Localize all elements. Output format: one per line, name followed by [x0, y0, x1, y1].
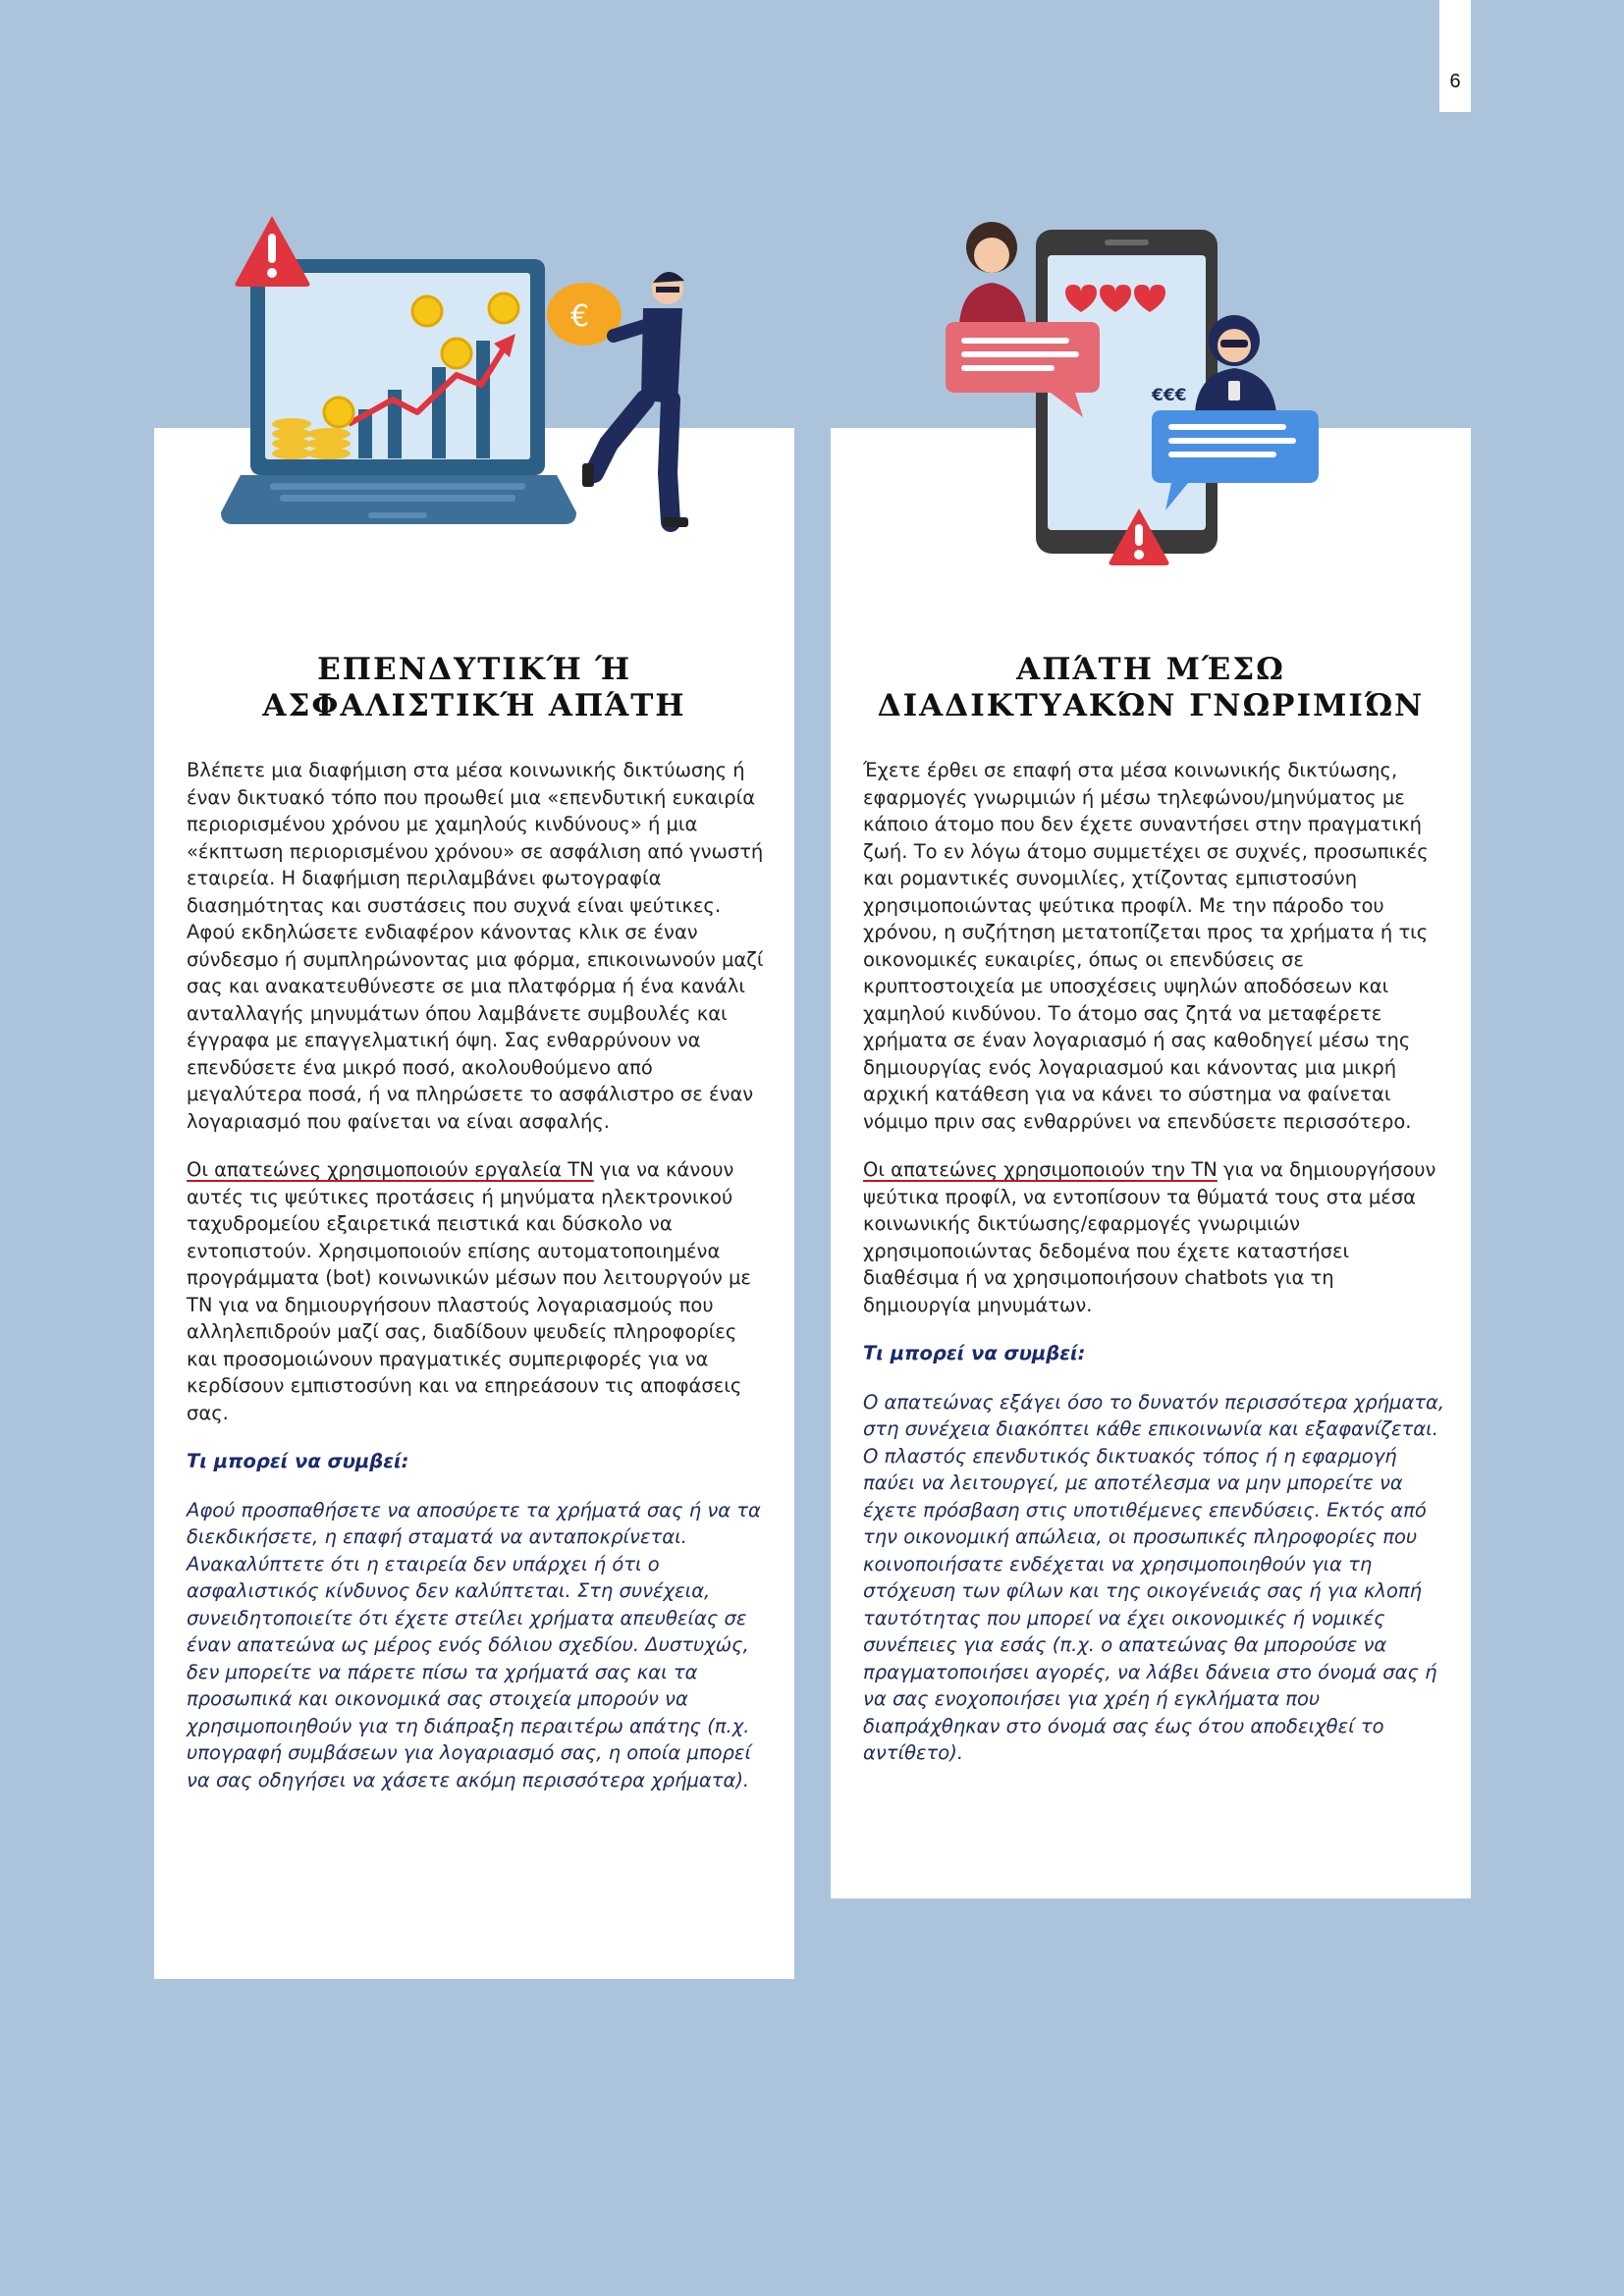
page-number: 6 — [1449, 71, 1461, 92]
coin-icon — [489, 294, 518, 323]
page-number-tab — [1439, 0, 1471, 112]
ai-tools-text: για να κάνουν αυτές τις ψεύτικες προτάσεις ή μηνύματα ηλεκτρονικού ταχυδρομείου εξαιρετικά πειστικά και δύσκολο να εντοπιστούν. Χρησιμοποιούν επίσης αυτοματοποιημένα προγράμματα (bot) κοινωνικών μέσων που λειτουργούν με ΤΝ για να δημιουργήσουν πλαστούς λογαριασμούς που αλληλεπιδρούν μαζί σας, διαδίδουν ψευδείς πληροφορίες και προσομοιώνουν πραγματικές συμπεριφορές για να κερδίσουν εμπιστοσύνη και να επηρεάσουν τις αποφάσεις σας. — [187, 1158, 751, 1424]
chart-bar — [476, 341, 490, 458]
investment-fraud-ai-paragraph — [187, 1156, 769, 1426]
svg-text:€: € — [570, 299, 590, 334]
investment-fraud-illustration — [221, 198, 702, 537]
coin-icon — [412, 296, 442, 326]
coin-icon — [324, 398, 353, 427]
romance-fraud-ai-paragraph — [863, 1156, 1445, 1318]
ai-tools-highlight: Οι απατεώνες χρησιμοποιούν εργαλεία ΤΝ — [187, 1158, 594, 1181]
romance-fraud-consequences: Ο απατεώνας εξάγει όσο το δυνατόν περισσότερα χρήματα, στη συνέχεια διακόπτει κάθε επικοινωνία και εξαφανίζεται. Ο πλαστός επενδυτικός δικτυακός τόπος ή η εφαρμογή παύει να λειτουργεί, με αποτέλεσμα να μην μπορείτε να έχετε πρόσβαση στις υποτιθέμενες επενδύσεις. Εκτός από την οικονομική απώλεια, οι προσωπικές πληροφορίες που κοινοποιήσατε ενδέχεται να χρησιμοποιηθούν για τη στόχευση των φίλων και της οικογένειάς σας ή για κλοπή ταυτότητας που μπορεί να έχει οικονομικές ή νομικές συνέπειες για εσάς (π.χ. ο απατεώνας θα μπορούσε να πραγματοποιήσει αγορές, να λάβει δάνεια στο όνομά σας ή να σας ενοχοποιήσει για χρέη ή εγκλήματα που διαπράχθηκαν στο όνομά σας έως ότου αποδειχθεί το αντίθετο). — [863, 1390, 1445, 1764]
investment-fraud-body — [187, 757, 769, 1815]
investment-fraud-description: Βλέπετε μια διαφήμιση στα μέσα κοινωνικής δικτύωσης ή έναν δικτυακό τόπο που προωθεί μια «επενδυτική ευκαιρία περιορισμένου χρόνου με χαμηλούς κινδύνους» ή μια «έκπτωση περιορισμένου χρόνου» σε ασφάλιση από γνωστή εταιρεία. Η διαφήμιση περιλαμβάνει φωτογραφία διασημότητας και συστάσεις που συχνά είναι ψεύτικες. Αφού εκδηλώσετε ενδιαφέρον κάνοντας κλικ σε έναν σύνδεσμο ή συμπληρώνοντας μια φόρμα, επικοινωνούν μαζί σας και ανακατευθύνεστε σε μια πλατφόρμα ή ένα κανάλι ανταλλαγής μηνυμάτων όπου λαμβάνετε συμβουλές και έγγραφα με επαγγελματική όψη. Σας ενθαρρύνουν να επενδύσετε ένα μικρό ποσό, ακολουθούμενο από μεγαλύτερα ποσά, ή να πληρώσετε το ασφάλιστρο σε έναν λογαριασμό που φαίνεται να είναι ασφαλής. — [187, 759, 764, 1133]
romance-fraud-illustration — [938, 216, 1330, 574]
chart-bar — [432, 367, 446, 458]
coin-icon — [442, 339, 471, 368]
romance-fraud-body — [863, 757, 1445, 1789]
what-can-happen-heading: Τι μπορεί να συμβεί: — [187, 1450, 409, 1472]
romance-fraud-title: ΑΠΆΤΗ ΜΈΣΩ ΔΙΑΔΙΚΤΥΑΚΏΝ ΓΝΩΡΙΜΙΏΝ — [877, 652, 1425, 723]
romance-fraud-description: Έχετε έρθει σε επαφή στα μέσα κοινωνικής δικτύωσης, εφαρμογές γνωριμιών ή μέσω τηλεφώνου/μηνύματος με κάποιο άτομο που δεν έχετε συναντήσει στην πραγματική ζωή. Το εν λόγω άτομο συμμετέχει σε συχνές, προσωπικές και ρομαντικές συνομιλίες, χτίζοντας εμπιστοσύνη χρησιμοποιώντας ψεύτικα προφίλ. Με την πάροδο του χρόνου, η συζήτηση μετατοπίζεται προς τα χρήματα ή τις οικονομικές ευκαιρίες, όπως οι επενδύσεις σε κρυπτοστοιχεία με υποσχέσεις υψηλών αποδόσεων και χαμηλού κινδύνου. Το άτομο σας ζητά να μεταφέρετε χρήματα σε έναν λογαριασμό ή σας καθοδηγεί μέσω της δημιουργίας ενός λογαριασμού και κάνοντας μια μικρή αρχική κατάθεση για να κάνει το σύστημα να φαίνεται νόμιμο πριν σας ενθαρρύνει να επενδύσετε περισσότερο. — [863, 759, 1429, 1133]
laptop-keys — [270, 483, 525, 490]
investment-fraud-title: ΕΠΕΝΔΥΤΙΚΉ Ή ΑΣΦΑΛΙΣΤΙΚΉ ΑΠΆΤΗ — [262, 652, 686, 723]
investment-fraud-consequences: Αφού προσπαθήσετε να αποσύρετε τα χρήματά σας ή να τα διεκδικήσετε, η επαφή σταματά να ανταποκρίνεται. Ανακαλύπτετε ότι η εταιρεία δεν υπάρχει ή ότι ο ασφαλιστικός κίνδυνος δεν καλύπτεται. Στη συνέχεια, συνειδητοποιείτε ότι έχετε στείλει χρήματα απευθείας σε έναν απατεώνα ως μέρος ενός δόλιου σχεδίου. Δυστυχώς, δεν μπορείτε να πάρετε πίσω τα χρήματά σας και τα προσωπικά και οικονομικά σας στοιχεία μπορούν να χρησιμοποιηθούν για τη διάπραξη περαιτέρω απάτης (π.χ. υπογραφή συμβάσεων για λογαριασμό σας, η οποία μπορεί να σας οδηγήσει να χάσετε ακόμη περισσότερα χρήματα). — [187, 1498, 761, 1791]
laptop-keys — [280, 495, 515, 502]
what-can-happen-heading: Τι μπορεί να συμβεί: — [863, 1342, 1086, 1364]
woman-avatar-icon — [959, 222, 1026, 324]
thief-icon — [547, 272, 688, 527]
laptop-trackpad — [368, 512, 427, 518]
investment-fraud-card — [154, 428, 794, 1979]
ai-use-highlight: Οι απατεώνες χρησιμοποιούν την ΤΝ — [863, 1158, 1218, 1181]
romance-fraud-card — [831, 428, 1471, 1898]
euro-label: €€€ — [1152, 386, 1187, 405]
ai-use-text: για να δημιουργήσουν ψεύτικα προφίλ, να εντοπίσουν τα θύματά τους στα μέσα κοινωνικής δικτύωσης/εφαρμογές γνωριμιών χρησιμοποιώντας δεδομένα που έχετε καταστήσει διαθέσιμα ή να χρησιμοποιήσουν chatbots για τη δημιουργία μηνυμάτων. — [863, 1158, 1436, 1316]
